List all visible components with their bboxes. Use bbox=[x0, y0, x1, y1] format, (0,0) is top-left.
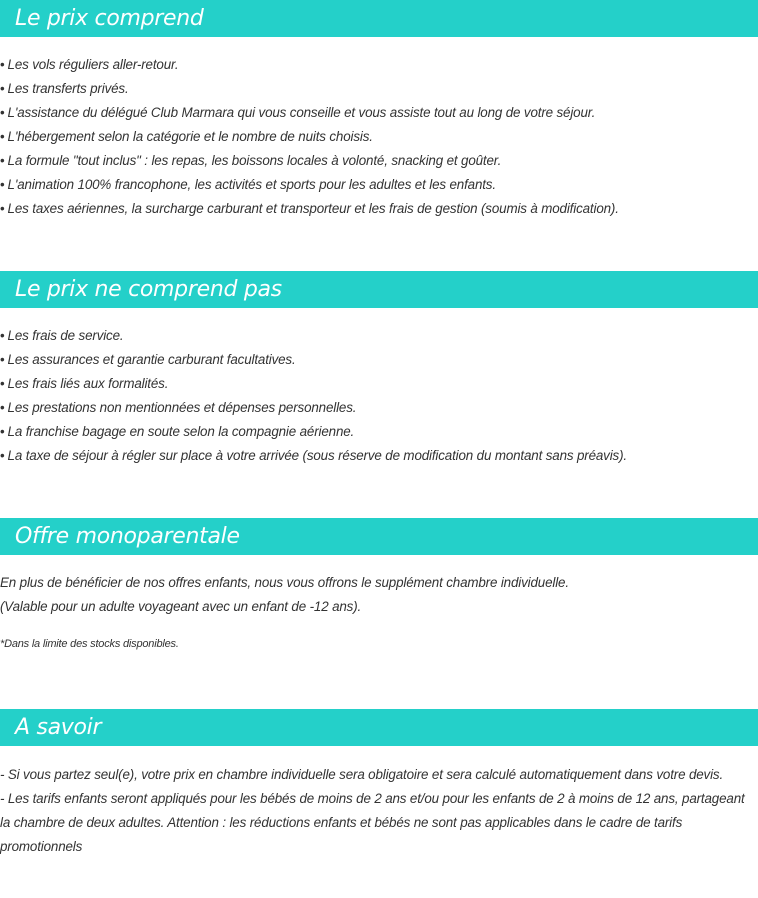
list-item-text: Les frais de service. bbox=[7, 328, 124, 343]
list-item bbox=[0, 348, 758, 372]
good-to-know-text bbox=[0, 763, 758, 859]
bullet-icon: • bbox=[0, 57, 5, 72]
bullet-icon: • bbox=[0, 400, 5, 415]
section-price-includes bbox=[0, 0, 758, 221]
bullet-icon: • bbox=[0, 328, 5, 343]
list-item-text: Les transferts privés. bbox=[7, 81, 129, 96]
list-item bbox=[0, 420, 758, 444]
excluded-items-list bbox=[0, 324, 758, 468]
section-heading-good-to-know: A savoir bbox=[0, 709, 758, 746]
list-item bbox=[0, 444, 758, 468]
section-heading-price-excludes: Le prix ne comprend pas bbox=[0, 271, 758, 308]
list-item bbox=[0, 77, 758, 101]
single-traveler-note: - Si vous partez seul(e), votre prix en chambre individuelle sera obligatoire et sera calculé automatiquement dans votre devis. bbox=[0, 767, 724, 782]
child-rates-note: - Les tarifs enfants seront appliqués pour les bébés de moins de 2 ans et/ou pour les enfants de 2 à moins de 12 ans, partageant la chambre de deux adultes. Attention : les réductions enfants et bébés ne sont pas applicables dans le cadre de tarifs promotionnels bbox=[0, 791, 745, 854]
list-item-text: Les assurances et garantie carburant facultatives. bbox=[7, 352, 296, 367]
list-item-text: L'assistance du délégué Club Marmara qui vous conseille et vous assiste tout au long de votre séjour. bbox=[7, 105, 596, 120]
list-item bbox=[0, 396, 758, 420]
list-item bbox=[0, 125, 758, 149]
list-item-text: La taxe de séjour à régler sur place à votre arrivée (sous réserve de modification du montant sans préavis). bbox=[7, 448, 627, 463]
list-item-text: Les prestations non mentionnées et dépenses personnelles. bbox=[7, 400, 357, 415]
section-good-to-know bbox=[0, 709, 758, 859]
list-item-text: La franchise bagage en soute selon la compagnie aérienne. bbox=[7, 424, 355, 439]
bullet-icon: • bbox=[0, 424, 5, 439]
offer-description bbox=[0, 571, 758, 619]
offer-description-line: En plus de bénéficier de nos offres enfants, nous vous offrons le supplément chambre individuelle. bbox=[0, 575, 569, 590]
section-single-parent-offer bbox=[0, 518, 758, 652]
section-price-excludes bbox=[0, 271, 758, 468]
section-heading-single-parent-offer: Offre monoparentale bbox=[0, 518, 758, 555]
list-item bbox=[0, 197, 758, 221]
bullet-icon: • bbox=[0, 153, 5, 168]
list-item-text: L'animation 100% francophone, les activités et sports pour les adultes et les enfants. bbox=[7, 177, 496, 192]
bullet-icon: • bbox=[0, 105, 5, 120]
section-heading-price-includes: Le prix comprend bbox=[0, 0, 758, 37]
bullet-icon: • bbox=[0, 129, 5, 144]
bullet-icon: • bbox=[0, 81, 5, 96]
list-item bbox=[0, 372, 758, 396]
offer-condition-line: (Valable pour un adulte voyageant avec un enfant de -12 ans). bbox=[0, 599, 362, 614]
included-items-list bbox=[0, 53, 758, 221]
stock-disclaimer: *Dans la limite des stocks disponibles. bbox=[0, 638, 179, 650]
list-item-text: Les taxes aériennes, la surcharge carburant et transporteur et les frais de gestion (soumis à modification). bbox=[7, 201, 619, 216]
list-item bbox=[0, 324, 758, 348]
bullet-icon: • bbox=[0, 352, 5, 367]
list-item bbox=[0, 101, 758, 125]
list-item-text: L'hébergement selon la catégorie et le nombre de nuits choisis. bbox=[7, 129, 373, 144]
list-item bbox=[0, 173, 758, 197]
bullet-icon: • bbox=[0, 201, 5, 216]
bullet-icon: • bbox=[0, 177, 5, 192]
list-item-text: Les frais liés aux formalités. bbox=[7, 376, 169, 391]
bullet-icon: • bbox=[0, 448, 5, 463]
list-item bbox=[0, 149, 758, 173]
bullet-icon: • bbox=[0, 376, 5, 391]
list-item-text: Les vols réguliers aller-retour. bbox=[7, 57, 179, 72]
list-item bbox=[0, 53, 758, 77]
list-item-text: La formule "tout inclus" : les repas, les boissons locales à volonté, snacking et goûter. bbox=[7, 153, 502, 168]
